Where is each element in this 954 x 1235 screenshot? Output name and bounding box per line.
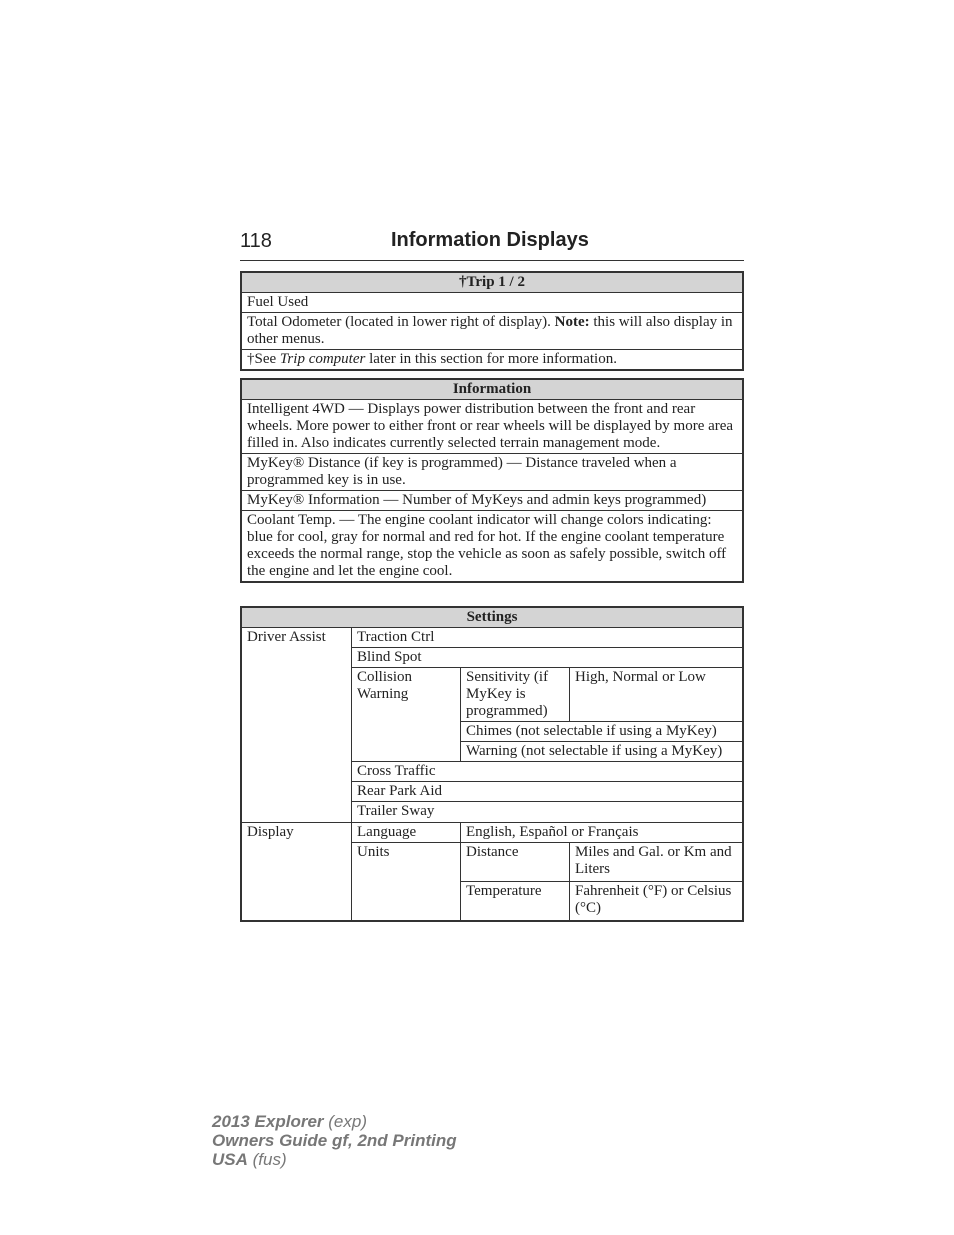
- settings-warning: Warning (not selectable if using a MyKey): [461, 742, 744, 762]
- settings-sensitivity: Sensitivity (if MyKey is programmed): [461, 668, 570, 722]
- info-row-coolant-temp: Coolant Temp. — The engine coolant indicator will change colors indicating: blue for cool, gray for normal and red for hot. If the engine coolant temperature exceeds the normal range, stop the vehicle as soon as safely possible, switch off the engine and let the engine cool.: [241, 511, 743, 583]
- settings-blind-spot: Blind Spot: [352, 648, 744, 668]
- trip-computer-reference: Trip computer: [279, 351, 366, 367]
- footer-line-3: [212, 1150, 457, 1169]
- settings-traction-ctrl: Traction Ctrl: [352, 628, 744, 648]
- info-row-mykey-information: MyKey® Information — Number of MyKeys and admin keys programmed): [241, 491, 743, 511]
- trip-table-heading: †Trip 1 / 2: [241, 272, 743, 293]
- settings-distance: Distance: [461, 843, 570, 882]
- footer-guide: Owners Guide gf, 2nd Printing: [212, 1131, 457, 1150]
- settings-table-heading: Settings: [241, 607, 743, 628]
- settings-units: Units: [352, 843, 461, 922]
- footer-line-2: [212, 1131, 457, 1150]
- page-number: 118: [240, 230, 272, 252]
- trip-row-see-also: [241, 350, 743, 371]
- settings-language: Language: [352, 823, 461, 843]
- trip-row-total-odometer: [241, 313, 743, 350]
- page-title: Information Displays: [391, 229, 589, 251]
- settings-chimes: Chimes (not selectable if using a MyKey): [461, 722, 744, 742]
- trip-table: [240, 271, 744, 371]
- settings-table: [240, 606, 744, 922]
- see-prefix: †See: [247, 351, 277, 367]
- note-label: Note:: [554, 314, 590, 330]
- settings-trailer-sway: Trailer Sway: [352, 802, 744, 823]
- info-row-mykey-distance: MyKey® Distance (if key is programmed) — Distance traveled when a programmed key is in use.: [241, 454, 743, 491]
- settings-sensitivity-options: High, Normal or Low: [570, 668, 744, 722]
- settings-cross-traffic: Cross Traffic: [352, 762, 744, 782]
- footer-model: 2013 Explorer: [212, 1112, 324, 1131]
- footer-market: USA: [212, 1150, 248, 1169]
- info-row-intelligent-4wd: Intelligent 4WD — Displays power distribution between the front and rear wheels. More power to either front or rear wheels will be displayed by more area filled in. Also indicates currently selected terrain management mode.: [241, 400, 743, 454]
- footer-market-code: (fus): [252, 1150, 287, 1169]
- information-table: [240, 378, 744, 583]
- page-header: [240, 228, 744, 261]
- footer: [212, 1112, 457, 1169]
- trip-row-fuel-used: Fuel Used: [241, 293, 743, 313]
- settings-temperature-options: Fahrenheit (°F) or Celsius (°C): [570, 882, 744, 922]
- settings-distance-options: Miles and Gal. or Km and Liters: [570, 843, 744, 882]
- footer-line-1: [212, 1112, 457, 1131]
- settings-driver-assist: Driver Assist: [241, 628, 352, 823]
- settings-rear-park-aid: Rear Park Aid: [352, 782, 744, 802]
- settings-collision-warning: Collision Warning: [352, 668, 461, 762]
- settings-language-options: English, Español or Français: [461, 823, 744, 843]
- odometer-note-text: this will also display in other menus.: [247, 314, 733, 347]
- information-table-heading: Information: [241, 379, 743, 400]
- see-suffix: later in this section for more information.: [369, 351, 617, 367]
- settings-temperature: Temperature: [461, 882, 570, 922]
- footer-model-code: (exp): [328, 1112, 367, 1131]
- settings-display: Display: [241, 823, 352, 922]
- odometer-text: Total Odometer (located in lower right of display).: [247, 314, 551, 330]
